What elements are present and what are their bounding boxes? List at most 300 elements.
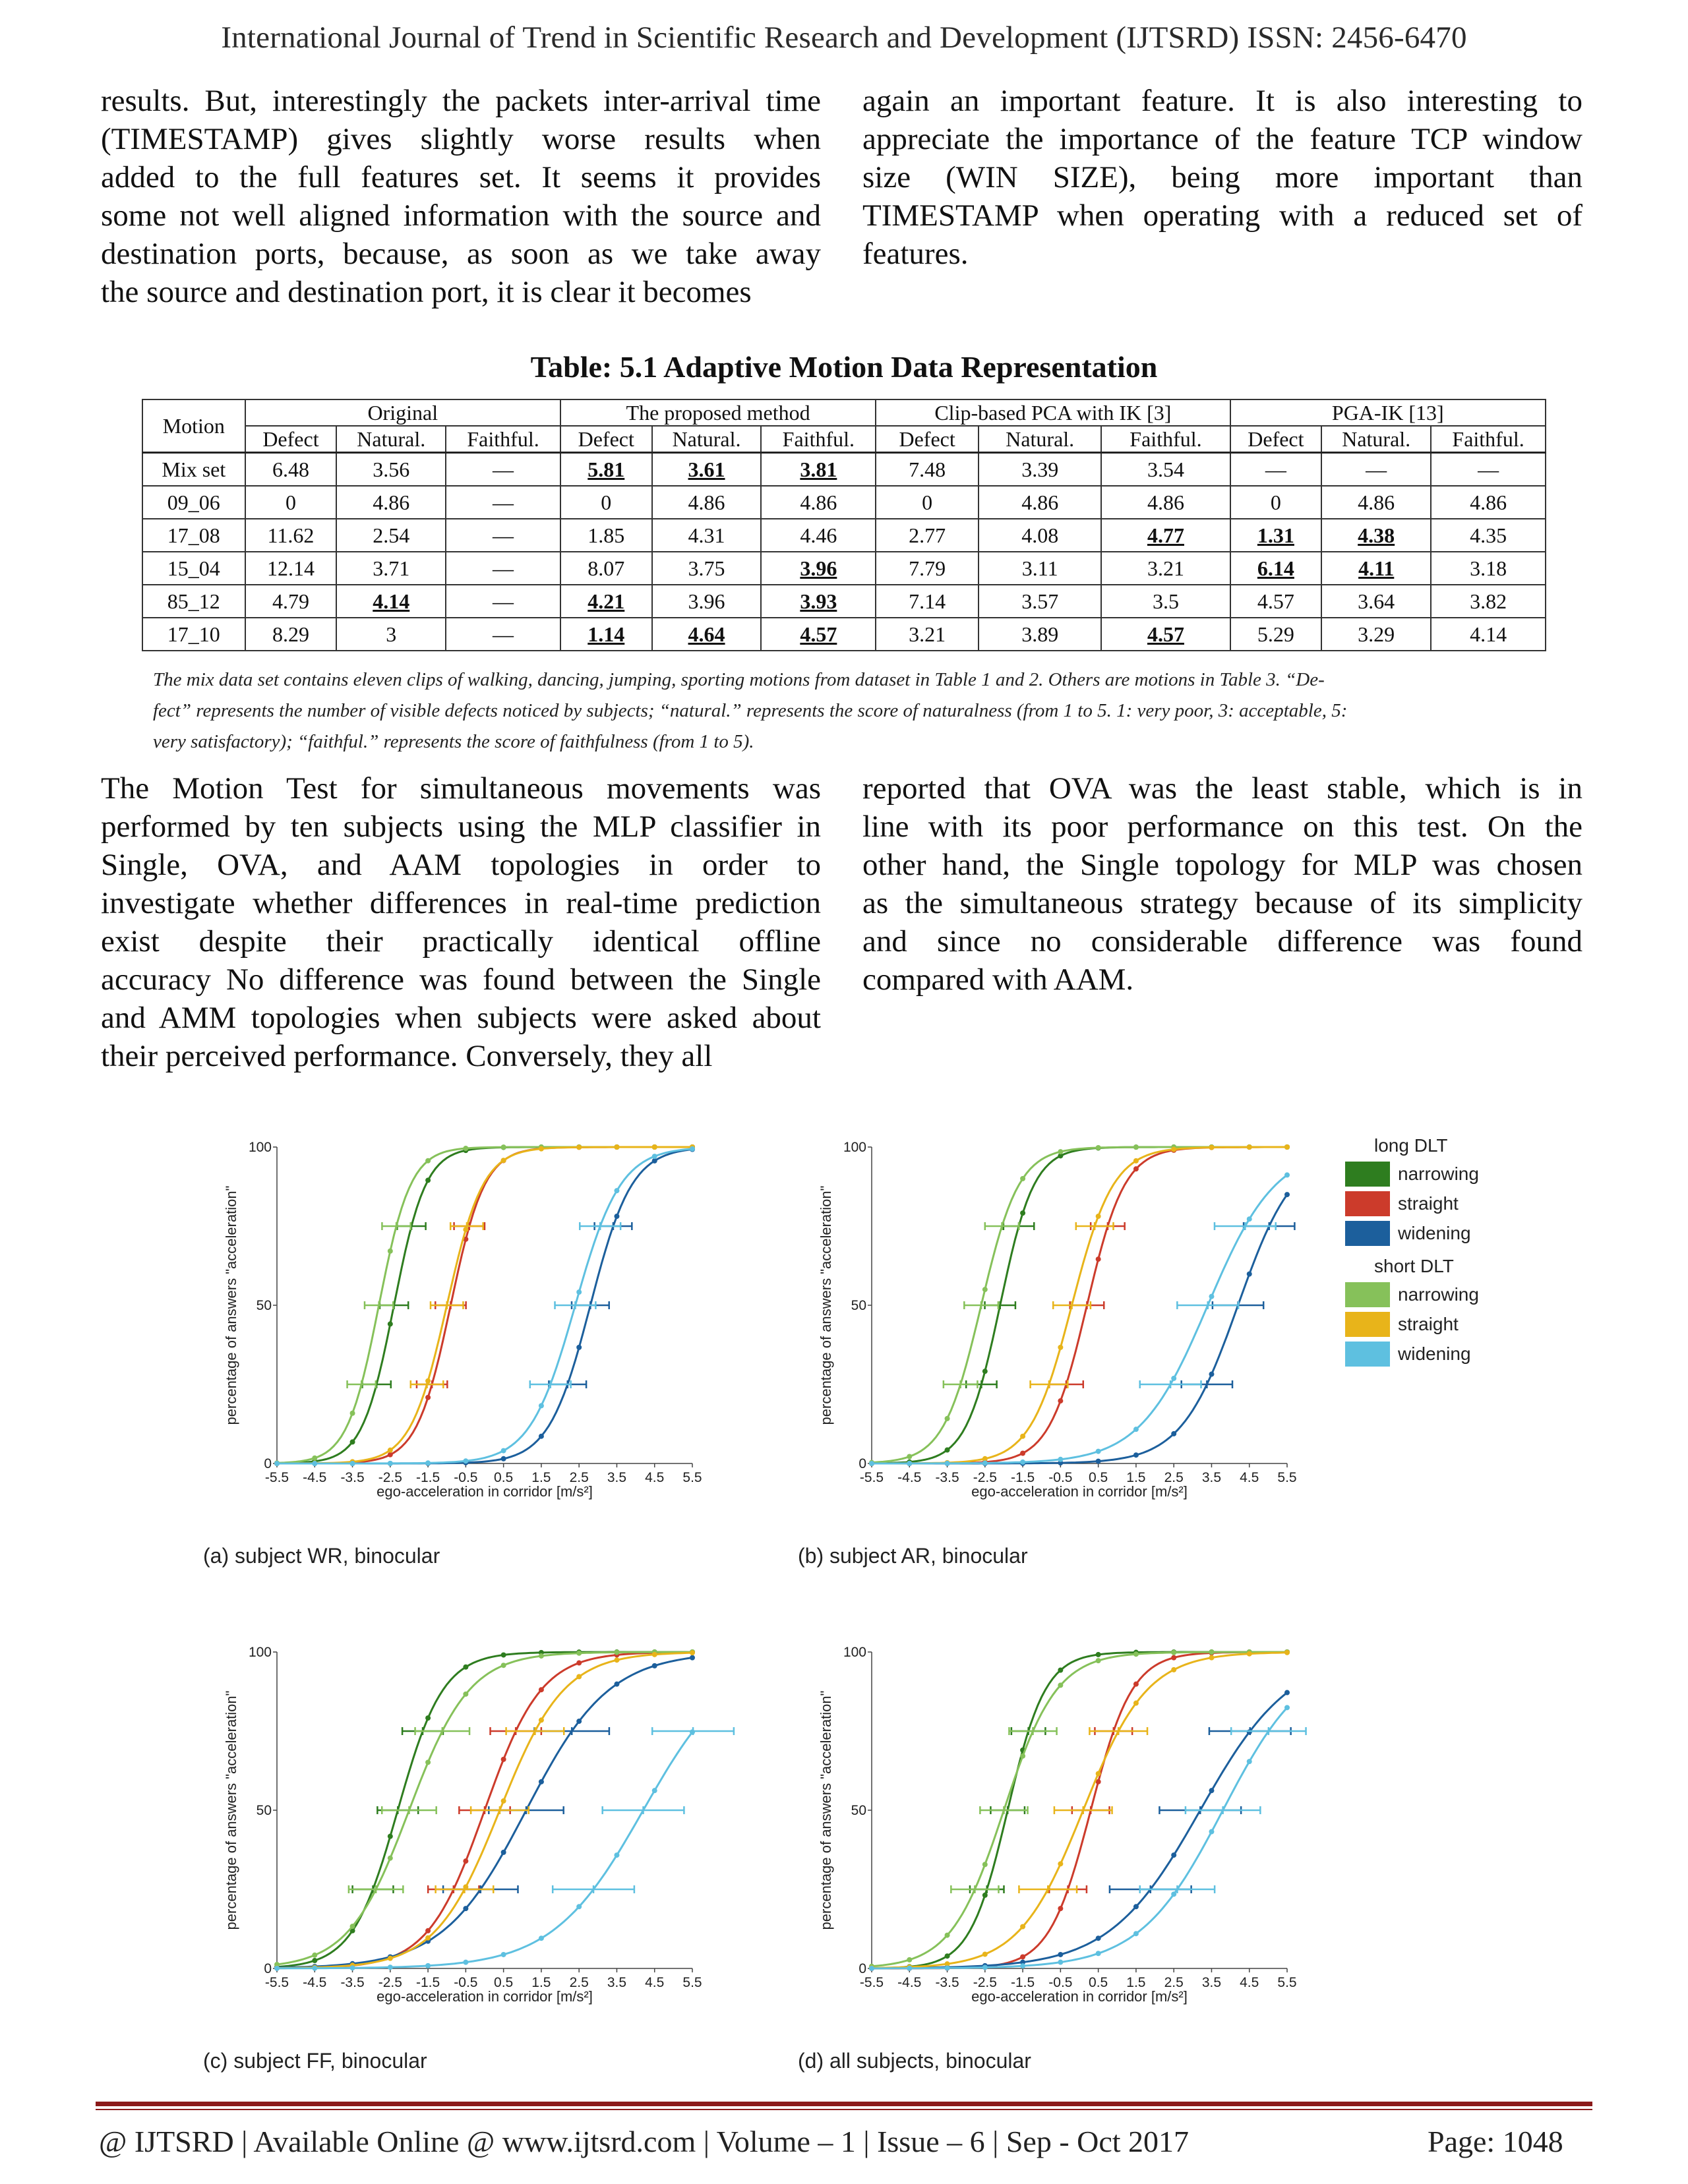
data-point [501, 1663, 506, 1668]
data-point [425, 1928, 431, 1933]
data-point [1096, 1935, 1101, 1941]
table-subheader: Faithful. [761, 426, 876, 453]
data-point [869, 1966, 874, 1971]
data-point [1058, 1906, 1063, 1911]
paragraph-1-left-line: the source and destination port, it is clear it becomes [101, 275, 752, 309]
x-tick-label: 1.5 [1126, 1470, 1146, 1485]
table-cell [652, 618, 762, 651]
x-tick-label: -3.5 [340, 1975, 365, 1990]
data-point [463, 1146, 468, 1151]
data-point [1020, 1434, 1025, 1439]
table-subheader: Faithful. [446, 426, 560, 453]
legend-short-straight: straight [1345, 1309, 1503, 1339]
table-subheader: Defect [560, 426, 652, 453]
paragraph-2-right [862, 769, 1582, 999]
x-tick-label: 3.5 [1201, 1470, 1222, 1485]
x-tick-label: -2.5 [973, 1470, 997, 1485]
table-cell-value: 4.35 [1470, 523, 1507, 547]
table-cell [652, 519, 762, 552]
data-point [1171, 1655, 1176, 1661]
table-subheader: Defect [245, 426, 337, 453]
x-tick-label: -4.5 [303, 1975, 327, 1990]
table-cell [336, 453, 446, 487]
table-cell-value: 1.31 [1257, 523, 1294, 547]
table-cell-value: 0 [1270, 490, 1281, 514]
data-point [388, 1461, 393, 1466]
paragraph-2-left-line: performed by ten subjects using the MLP classifier in [101, 810, 821, 844]
data-point [1247, 1759, 1252, 1764]
data-point [1096, 1951, 1101, 1956]
x-tick-label: 3.5 [607, 1975, 627, 1990]
footer-citation: @ IJTSRD | Available Online @ www.ijtsrd.com | Volume – 1 | Issue – 6 | Sep - Oct 2017 [99, 2125, 1190, 2158]
x-tick-label: -1.5 [415, 1975, 440, 1990]
table-cell [761, 519, 876, 552]
data-point [501, 1448, 506, 1454]
data-point [1096, 1256, 1101, 1262]
x-tick-label: -5.5 [264, 1975, 289, 1990]
table-cell [876, 618, 979, 651]
data-point [1096, 1459, 1101, 1464]
table-cell-value: 0 [601, 490, 612, 514]
data-point [1020, 1460, 1025, 1465]
paragraph-2-right-line: as the simultaneous strategy because of its simplicity [862, 886, 1582, 920]
paragraph-1-right-line: TIMESTAMP when operating with a reduced set of [862, 198, 1582, 233]
data-point [945, 1965, 950, 1970]
table-cell [560, 519, 652, 552]
table-cell [245, 486, 337, 519]
table-cell-value: 3.56 [373, 457, 410, 481]
data-point [539, 1403, 544, 1408]
table-cell-value: 12.14 [266, 556, 315, 580]
swatch-long-widening [1345, 1221, 1390, 1246]
swatch-short-widening [1345, 1342, 1390, 1367]
x-tick-label: -5.5 [859, 1470, 884, 1485]
y-tick-label: 0 [264, 1456, 272, 1471]
paragraph-1-left [101, 82, 821, 311]
data-point [1247, 1651, 1252, 1657]
data-point [501, 1158, 506, 1163]
table-cell-value: 3.21 [909, 622, 946, 646]
paragraph-2-right-line: other hand, the Single topology for MLP was chosen [862, 848, 1582, 882]
table-cell [1101, 618, 1230, 651]
table-cell-value: 0 [922, 490, 933, 514]
table-subheader: Natural. [336, 426, 446, 453]
data-point [982, 1460, 988, 1465]
table-caption [153, 664, 1511, 757]
table-cell [1101, 453, 1230, 487]
table-cell-value: 3.61 [688, 457, 725, 481]
x-axis-label: ego-acceleration in corridor [m/s²] [971, 1988, 1188, 2005]
y-axis-label: percentage of answers "acceleration" [818, 1185, 834, 1425]
data-point [1209, 1649, 1214, 1655]
x-tick-label: 0.5 [1089, 1975, 1108, 1990]
x-tick-label: -2.5 [973, 1975, 997, 1990]
data-point [1058, 1345, 1063, 1350]
x-tick-label: -1.5 [1010, 1470, 1035, 1485]
table-cell [245, 453, 337, 487]
table-cell-value: — [1265, 457, 1286, 481]
data-point [907, 1966, 912, 1971]
data-point [463, 1665, 468, 1670]
table-cell-value: 3.71 [373, 556, 410, 580]
data-point [463, 1858, 468, 1864]
data-point [614, 1682, 619, 1687]
paragraph-2-left [101, 769, 821, 1075]
table-cell-motion: 85_12 [142, 585, 245, 618]
x-tick-label: 5.5 [682, 1975, 702, 1990]
data-point [1133, 1144, 1139, 1150]
table-cell-motion: Mix set [142, 453, 245, 487]
data-point [388, 1321, 393, 1326]
paragraph-2-right-line: and since no considerable difference was found [862, 924, 1582, 959]
data-point [907, 1454, 912, 1459]
paragraph-2-left-line: investigate whether differences in real-time prediction [101, 886, 821, 920]
data-point [1284, 1144, 1290, 1150]
table-cell [1431, 486, 1546, 519]
swatch-long-narrowing [1345, 1162, 1390, 1187]
data-point [1209, 1372, 1214, 1377]
data-point [1058, 1682, 1063, 1688]
table-cell [1431, 552, 1546, 585]
data-point [501, 1757, 506, 1762]
x-tick-label: 5.5 [682, 1470, 702, 1485]
table-cell-value: 5.29 [1257, 622, 1294, 646]
x-tick-label: 4.5 [1240, 1975, 1259, 1990]
table-cell-value: 0 [285, 490, 296, 514]
data-point [388, 1856, 393, 1861]
table-cell [761, 552, 876, 585]
table-cell [336, 486, 446, 519]
data-point [576, 1719, 582, 1724]
table-cell [336, 618, 446, 651]
data-point [576, 1345, 582, 1350]
y-tick-label: 50 [256, 1803, 272, 1818]
chart-svg [806, 1134, 1297, 1529]
data-point [982, 1862, 988, 1867]
table-cell [1230, 453, 1322, 487]
table-cell-value: 4.86 [1470, 490, 1507, 514]
data-point [539, 1653, 544, 1659]
x-tick-label: -4.5 [303, 1470, 327, 1485]
data-point [614, 1657, 619, 1663]
table-cell [876, 552, 979, 585]
data-point [388, 1448, 393, 1453]
data-point [274, 1461, 280, 1466]
y-axis-label: percentage of answers "acceleration" [818, 1690, 834, 1930]
y-tick-label: 100 [843, 1140, 866, 1155]
table-cell-value: 4.46 [800, 523, 837, 547]
table-cell [761, 453, 876, 487]
table-row [142, 486, 1546, 519]
x-tick-label: 4.5 [645, 1975, 665, 1990]
table-cell [446, 486, 560, 519]
table-cell [979, 453, 1101, 487]
data-point [1171, 1376, 1176, 1381]
x-axis-label: ego-acceleration in corridor [m/s²] [971, 1483, 1188, 1500]
data-point [907, 1461, 912, 1466]
data-point [425, 1460, 431, 1465]
y-axis-label: percentage of answers "acceleration" [223, 1690, 239, 1930]
x-tick-label: -4.5 [897, 1470, 922, 1485]
series-curve [872, 1175, 1287, 1463]
data-point [388, 1956, 393, 1961]
x-tick-label: -4.5 [897, 1975, 922, 1990]
data-point [388, 1834, 393, 1839]
data-point [614, 1214, 619, 1219]
table-cell-motion: 17_08 [142, 519, 245, 552]
table-cell-value: 8.29 [272, 622, 309, 646]
table-cell-value: 4.57 [1257, 589, 1294, 613]
chart-legend [1345, 1133, 1503, 1369]
table-cell-value: 4.77 [1147, 523, 1184, 547]
data-point [312, 1958, 317, 1963]
data-point [539, 1717, 544, 1723]
table-cell-value: 6.14 [1257, 556, 1294, 580]
data-point [425, 1158, 431, 1164]
data-point [350, 1965, 355, 1970]
table-cell [245, 552, 337, 585]
table-cell [876, 453, 979, 487]
data-point [463, 1458, 468, 1463]
table-cell-value: 3.81 [800, 457, 837, 481]
paragraph-1-right-line: features. [862, 237, 969, 271]
swatch-short-narrowing [1345, 1282, 1390, 1307]
data-point [576, 1144, 582, 1150]
table-cell [1321, 585, 1431, 618]
data-point [425, 1759, 431, 1765]
paragraph-1-left-line: added to the full features set. It seems it provides [101, 160, 821, 194]
series-curve [277, 1149, 692, 1463]
paragraph-1-left-line: some not well aligned information with the source and [101, 198, 821, 233]
data-point [1171, 1147, 1176, 1152]
data-point [1058, 1668, 1063, 1673]
data-point [614, 1188, 619, 1193]
table-row [142, 585, 1546, 618]
journal-header: International Journal of Trend in Scientific Research and Development (IJTSRD) ISSN: 2456-6470 [221, 20, 1467, 55]
paragraph-1-right-line: appreciate the importance of the feature TCP window [862, 122, 1582, 156]
table-cell-value: 4.31 [688, 523, 725, 547]
table-cell-value: 7.48 [909, 457, 946, 481]
table-cell [652, 453, 762, 487]
table-cell-value: 6.48 [272, 457, 309, 481]
table-header-motion: Motion [142, 399, 245, 453]
data-point [312, 1953, 317, 1958]
table-cell-value: 3.11 [1021, 556, 1058, 580]
data-point [463, 1906, 468, 1911]
table-cell-value: 4.57 [800, 622, 837, 646]
data-point [274, 1966, 280, 1971]
table-cell [560, 585, 652, 618]
x-tick-label: 2.5 [1164, 1470, 1184, 1485]
data-point [1284, 1192, 1290, 1197]
chart-panel-d [806, 1639, 1297, 2038]
data-point [652, 1144, 657, 1150]
y-tick-label: 50 [851, 1298, 866, 1313]
data-point [690, 1146, 695, 1152]
data-point [690, 1650, 695, 1655]
table-cell-value: 4.38 [1358, 523, 1395, 547]
data-point [576, 1289, 582, 1295]
data-point [1058, 1952, 1063, 1957]
table-cell-value: 3.29 [1358, 622, 1395, 646]
series-curve [277, 1150, 692, 1464]
data-point [982, 1369, 988, 1374]
x-axis-label: ego-acceleration in corridor [m/s²] [377, 1988, 593, 2005]
data-point [1020, 1176, 1025, 1181]
legend-short-widening: widening [1345, 1339, 1503, 1369]
table-group-header: PGA-IK [13] [1230, 399, 1546, 426]
data-point [312, 1461, 317, 1466]
table-cell-value: — [493, 556, 514, 580]
y-tick-label: 100 [248, 1645, 272, 1660]
table-subheader: Natural. [652, 426, 762, 453]
paragraph-2-right-line: line with its poor performance on this test. On the [862, 810, 1582, 844]
table-cell [560, 453, 652, 487]
table-cell [979, 519, 1101, 552]
data-point [1171, 1667, 1176, 1672]
table-subheader: Defect [1230, 426, 1322, 453]
table-cell-value: 4.57 [1147, 622, 1184, 646]
x-tick-label: -2.5 [378, 1975, 402, 1990]
x-tick-label: -0.5 [454, 1975, 478, 1990]
x-tick-label: 3.5 [1201, 1975, 1222, 1990]
x-tick-label: -3.5 [935, 1470, 959, 1485]
x-tick-label: -3.5 [340, 1470, 365, 1485]
table-subheader: Faithful. [1101, 426, 1230, 453]
data-point [1171, 1852, 1176, 1858]
x-tick-label: -0.5 [1048, 1470, 1073, 1485]
data-point [501, 1952, 506, 1957]
data-point [1284, 1705, 1290, 1710]
table-cell [1321, 618, 1431, 651]
data-point [1096, 1771, 1101, 1777]
paragraph-1-right-line: size (WIN SIZE), being more important than [862, 160, 1582, 194]
paragraph-2-left-line: accuracy No difference was found between the Single [101, 962, 821, 997]
table-cell-value: 3.21 [1147, 556, 1184, 580]
data-point [945, 1953, 950, 1959]
data-point [350, 1924, 355, 1929]
table-cell-value: — [493, 622, 514, 646]
table-cell-value: 4.08 [1021, 523, 1059, 547]
chart-panel-a [211, 1134, 702, 1533]
data-point [690, 1655, 695, 1661]
table-subheader: Defect [876, 426, 979, 453]
data-point [1247, 1216, 1252, 1222]
paragraph-2-left-line: their perceived performance. Conversely, they all [101, 1039, 713, 1073]
table-cell-value: 4.86 [1147, 490, 1184, 514]
table-cell-motion: 09_06 [142, 486, 245, 519]
table-cell-motion: 17_10 [142, 618, 245, 651]
table-cell-value: 8.07 [588, 556, 625, 580]
table-cell-value: 3 [386, 622, 397, 646]
data-point [1133, 1452, 1139, 1458]
table-cell [979, 585, 1101, 618]
table-cell-value: 3.89 [1021, 622, 1059, 646]
table-title: Table: 5.1 Adaptive Motion Data Representation [530, 350, 1158, 384]
table-cell-value: 3.96 [800, 556, 837, 580]
paragraph-2-left-line: and AMM topologies when subjects were asked about [101, 1001, 821, 1035]
table-cell [761, 618, 876, 651]
table-cell-value: — [493, 490, 514, 514]
results-table [142, 399, 1546, 651]
data-point [1209, 1294, 1214, 1299]
legend-short-narrowing: narrowing [1345, 1280, 1503, 1309]
x-tick-label: -1.5 [415, 1470, 440, 1485]
data-point [312, 1966, 317, 1971]
table-cell [560, 618, 652, 651]
table-group-header: Original [245, 399, 560, 426]
x-tick-label: 4.5 [645, 1470, 665, 1485]
x-tick-label: 2.5 [569, 1975, 589, 1990]
data-point [1133, 1158, 1139, 1164]
table-cell [336, 552, 446, 585]
y-tick-label: 0 [859, 1961, 866, 1976]
data-point [652, 1154, 657, 1159]
series-curve [872, 1707, 1287, 1968]
data-point [1209, 1788, 1214, 1793]
paragraph-2-left-line: The Motion Test for simultaneous movements was [101, 771, 821, 806]
table-cell [1321, 519, 1431, 552]
data-point [1247, 1272, 1252, 1277]
table-cell [652, 486, 762, 519]
table-cell [446, 453, 560, 487]
data-point [1096, 1145, 1101, 1150]
data-point [1058, 1457, 1063, 1462]
data-point [614, 1144, 619, 1150]
swatch-long-straight [1345, 1191, 1390, 1216]
series-curve [872, 1652, 1287, 1966]
table-cell-value: 1.14 [588, 622, 625, 646]
data-point [388, 1964, 393, 1970]
table-cell-value: 3.75 [688, 556, 725, 580]
x-tick-label: 0.5 [494, 1975, 514, 1990]
subcaption-b: (b) subject AR, binocular [798, 1544, 1028, 1568]
data-point [869, 1461, 874, 1466]
x-tick-label: 1.5 [1126, 1975, 1146, 1990]
data-point [652, 1788, 657, 1793]
y-tick-label: 0 [264, 1961, 272, 1976]
series-curve [872, 1195, 1287, 1463]
table-cell-value: 4.86 [1358, 490, 1395, 514]
x-tick-label: -1.5 [1010, 1975, 1035, 1990]
caption-line: fect” represents the number of visible defects noticed by subjects; “natural.” represents the score of naturalness (from 1 to 5. 1: very poor, 3: acceptable, 5: [153, 700, 1348, 721]
legend-long-widening: widening [1345, 1218, 1503, 1248]
table-cell [446, 552, 560, 585]
data-point [576, 1904, 582, 1909]
table-cell [1230, 552, 1322, 585]
table-cell-value: 4.86 [373, 490, 410, 514]
paragraph-2-right-line: compared with AAM. [862, 962, 1134, 997]
page-number: Page: 1048 [1428, 2125, 1563, 2158]
table-group-header: Clip-based PCA with IK [3] [876, 399, 1230, 426]
x-tick-label: 0.5 [494, 1470, 514, 1485]
footer-rule-thin [96, 2109, 1592, 2110]
table-cell [245, 618, 337, 651]
data-point [501, 1652, 506, 1657]
legend-long-narrowing: narrowing [1345, 1159, 1503, 1189]
table-cell-value: — [493, 457, 514, 481]
data-point [388, 1452, 393, 1458]
table-cell [1431, 453, 1546, 487]
data-point [1209, 1145, 1214, 1150]
table-cell-value: 3.18 [1470, 556, 1507, 580]
chart-svg [211, 1639, 702, 2034]
table-cell [761, 486, 876, 519]
table-cell-value: 2.77 [909, 523, 946, 547]
data-point [1096, 1449, 1101, 1454]
table-cell [446, 519, 560, 552]
table-cell [1321, 552, 1431, 585]
